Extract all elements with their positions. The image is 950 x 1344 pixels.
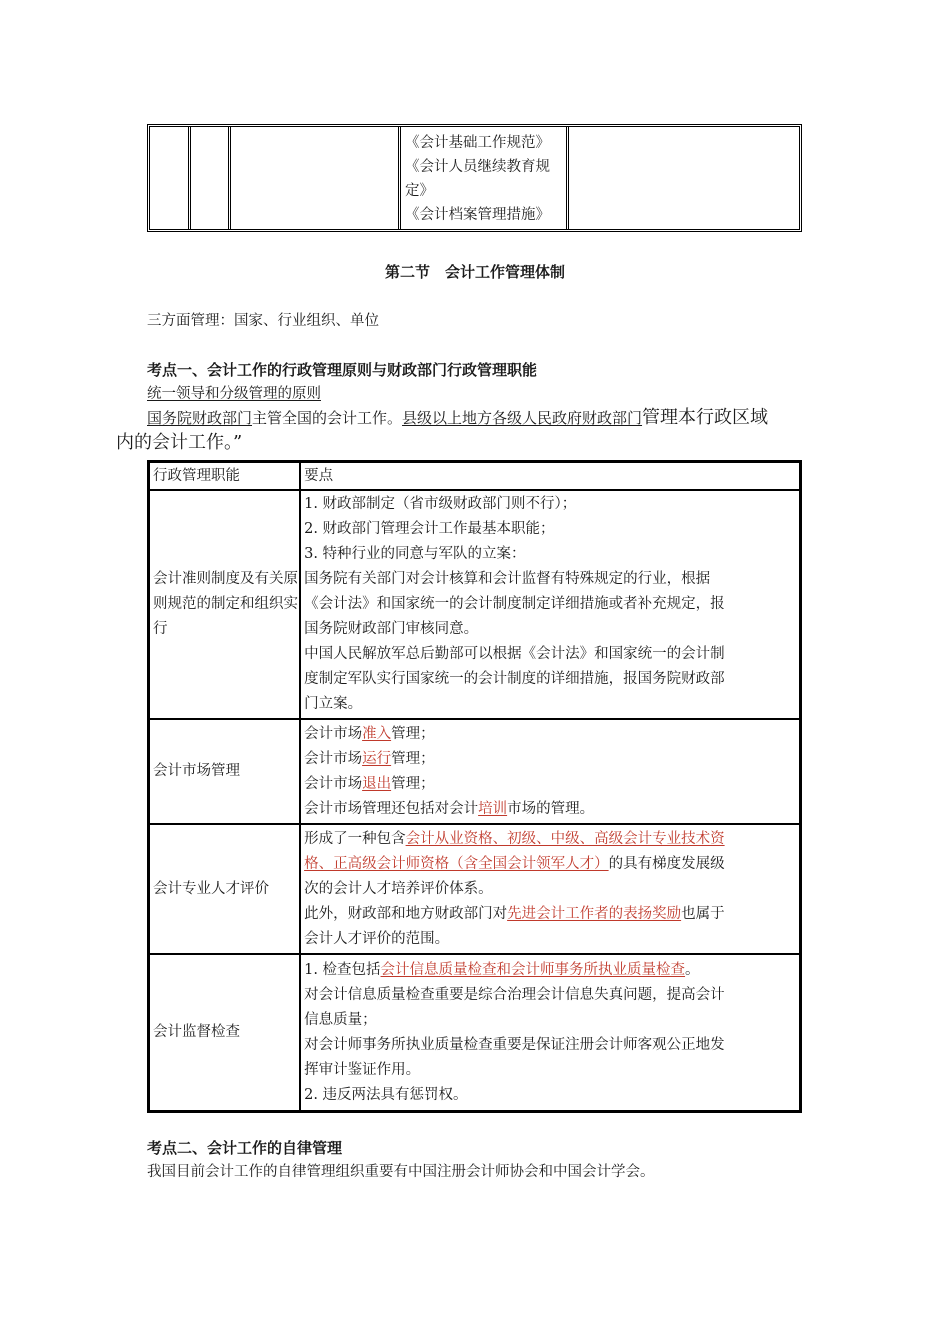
point-line: 会计市场退出管理； [304, 775, 435, 792]
principle-text: 统一领导和分级管理的原则 [147, 386, 321, 402]
function-label: 会计市场管理 [149, 719, 300, 824]
table-header-cell: 要点 [300, 462, 800, 490]
top-table-fragment [147, 124, 802, 232]
para-text: 主管全国的会计工作。 [252, 409, 403, 427]
point-line: 3. 特种行业的同意与军队的立案： [304, 546, 526, 562]
highlight-term: 培训 [478, 800, 508, 817]
point-line: 2. 财政部门管理会计工作最基本职能； [304, 521, 555, 537]
point-line: 格、正高级会计师资格（含全国会计领军人才）的具有梯度发展级 [304, 855, 725, 872]
table-divider [188, 127, 191, 229]
para-text: 管理本行政区域 [642, 407, 769, 428]
highlight-term: 先进会计工作者的表扬奖励 [507, 905, 682, 922]
regulation-item: 《会计档案管理措施》 [405, 207, 550, 223]
function-points [300, 954, 800, 1111]
admin-functions-table [147, 460, 802, 1113]
point2-text: 我国目前会计工作的自律管理组织重要有中国注册会计师协会和中国会计学会。 [147, 1164, 655, 1180]
regulation-list [405, 131, 575, 227]
function-label: 会计准则制度及有关原则规范的制定和组织实行 [149, 490, 300, 719]
point-line: 会计市场准入管理； [304, 725, 435, 742]
section-title: 第二节 会计工作管理体制 [384, 263, 565, 281]
point-line: 会计市场管理还包括对会计培训市场的管理。 [304, 800, 595, 817]
point-line: 此外，财政部和地方财政部门对先进会计工作者的表扬奖励也属于 [304, 905, 725, 922]
table-row [149, 490, 800, 719]
regulation-item: 《会计基础工作规范》 [405, 135, 550, 151]
table-row [149, 824, 800, 954]
point-line: 对会计信息质量检查重要是综合治理会计信息失真问题，提高会计 [304, 986, 725, 1003]
table-divider [228, 127, 231, 229]
para-continuation: 内的会计工作。” [116, 432, 243, 453]
principle-paragraph [147, 406, 768, 430]
table-row [149, 719, 800, 824]
function-points [300, 490, 800, 719]
table-divider [398, 127, 401, 229]
highlight-term: 会计信息质量检查和会计师事务所执业质量检查 [380, 961, 686, 978]
point-line: 国务院财政部门审核同意。 [304, 621, 479, 637]
table-row [149, 954, 800, 1111]
point-line: 2. 违反两法具有惩罚权。 [304, 1086, 468, 1103]
point2-heading: 考点二、会计工作的自律管理 [147, 1139, 343, 1157]
highlight-term: 准入 [362, 725, 392, 742]
regulation-item: 《会计人员继续教育规 [405, 159, 550, 175]
highlight-term: 会计从业资格、初级、中级、高级会计专业技术资 [405, 830, 725, 847]
highlight-term: 运行 [362, 750, 392, 767]
regulation-item: 定》 [405, 183, 434, 199]
function-points [300, 719, 800, 824]
table-header-cell: 行政管理职能 [149, 462, 300, 490]
highlight-term: 格、正高级会计师资格（含全国会计领军人才） [304, 855, 609, 872]
point-line: 会计人才评价的范围。 [304, 930, 450, 947]
point-line: 国务院有关部门对会计核算和会计监督有特殊规定的行业，根据 [304, 571, 711, 587]
state-council-finance-dept: 国务院财政部门 [147, 409, 253, 427]
table-header-row [149, 462, 800, 490]
intro-text: 三方面管理：国家、行业组织、单位 [147, 313, 379, 329]
point-line: 挥审计鉴证作用。 [304, 1061, 421, 1078]
local-finance-dept: 县级以上地方各级人民政府财政部门 [402, 409, 643, 427]
function-label: 会计监督检查 [149, 954, 300, 1111]
point-line: 次的会计人才培养评价体系。 [304, 880, 493, 897]
point-line: 中国人民解放军总后勤部可以根据《会计法》和国家统一的会计制 [304, 646, 725, 662]
function-label: 会计专业人才评价 [149, 824, 300, 954]
point-line: 信息质量； [304, 1011, 377, 1028]
point-line: 对会计师事务所执业质量检查重要是保证注册会计师客观公正地发 [304, 1036, 725, 1053]
point1-heading: 考点一、会计工作的行政管理原则与财政部门行政管理职能 [147, 361, 538, 379]
highlight-term: 退出 [362, 775, 392, 792]
point-line: 会计市场运行管理； [304, 750, 435, 767]
point-line: 1. 财政部制定（省市级财政部门则不行）； [304, 496, 577, 512]
function-points [300, 824, 800, 954]
point-line: 形成了一种包含会计从业资格、初级、中级、高级会计专业技术资 [304, 830, 725, 847]
point-line: 1. 检查包括会计信息质量检查和会计师事务所执业质量检查。 [304, 961, 700, 978]
point-line: 门立案。 [304, 696, 363, 712]
point-line: 度制定军队实行国家统一的会计制度的详细措施，报国务院财政部 [304, 671, 725, 687]
point-line: 《会计法》和国家统一的会计制度制定详细措施或者补充规定，报 [304, 596, 725, 612]
